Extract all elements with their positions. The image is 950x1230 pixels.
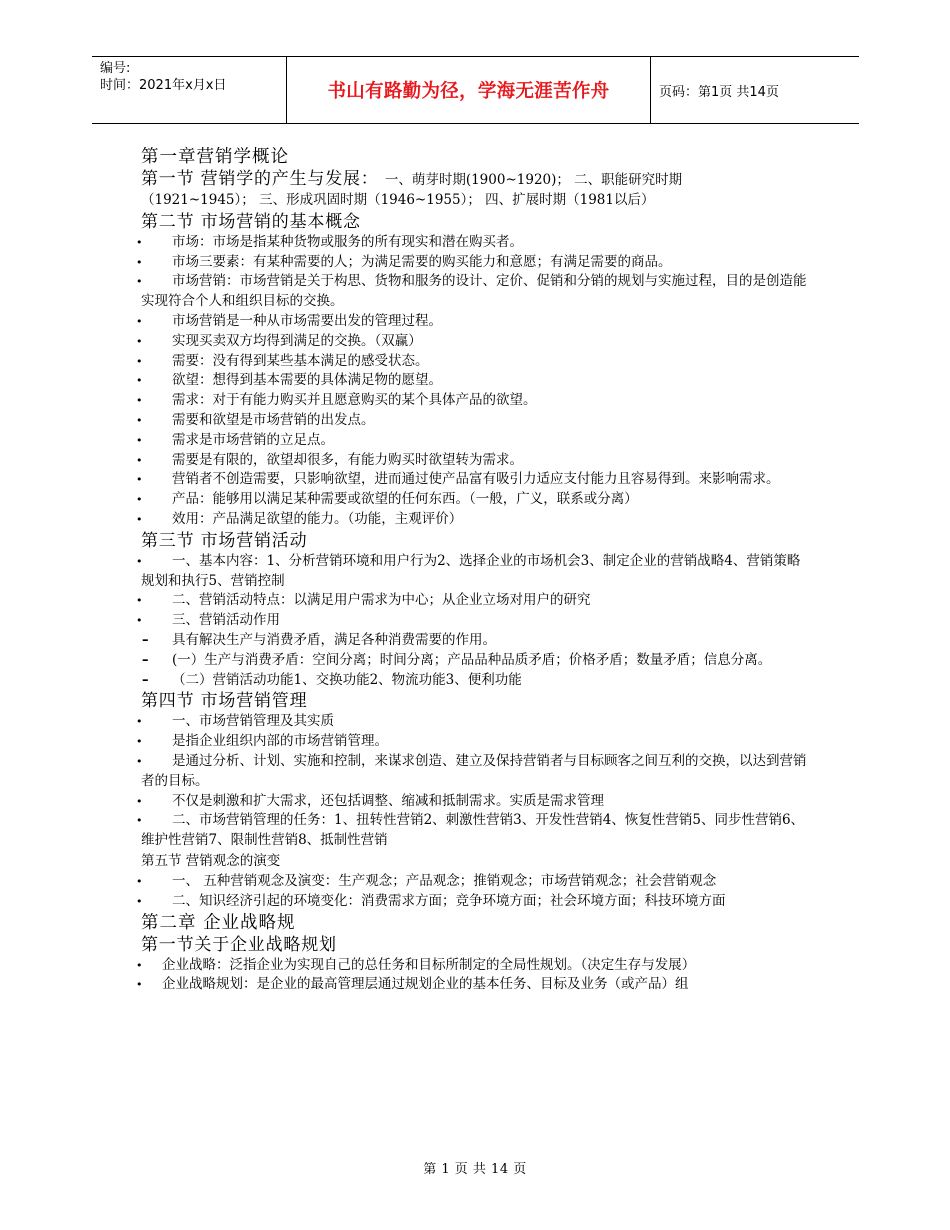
dash-list-item <box>141 651 811 671</box>
bullet-list-item <box>136 892 811 912</box>
section-3-heading: 第三节 市场营销活动 <box>141 530 308 551</box>
list-item-text: 一、 五种营销观念及演变：生产观念；产品观念；推销观念；市场营销观念；社会营销观念 <box>172 872 717 889</box>
bullet-list-item <box>136 956 811 976</box>
dash-list-item <box>141 631 811 651</box>
bullet-list-item <box>136 352 811 372</box>
bullet-list-item <box>136 451 811 471</box>
bullet-marker: • <box>136 958 143 972</box>
bullet-list-item <box>136 233 811 253</box>
bullet-list-item <box>136 811 811 851</box>
section-1-text-a: 一、萌芽时期(1900~1920)； 二、职能研究时期 <box>384 172 683 188</box>
bullet-list-item <box>136 611 811 631</box>
bullet-marker: • <box>136 334 143 348</box>
bullet-marker: • <box>136 433 143 447</box>
bullet-marker: • <box>136 754 143 768</box>
bullet-marker: • <box>136 814 143 828</box>
bullet-marker: • <box>136 394 143 408</box>
list-item-text: 二、知识经济引起的环境变化：消费需求方面；竞争环境方面；社会环境方面；科技环境方面 <box>172 892 726 909</box>
chapter-1-title: 第一章营销学概论 <box>141 147 289 167</box>
bullet-marker: • <box>136 894 143 908</box>
bullet-list-item <box>136 552 811 592</box>
bullet-marker: • <box>136 493 143 507</box>
section-3-dash-list <box>141 631 811 690</box>
bullet-list-item <box>136 872 811 892</box>
list-item-text: 市场营销：市场营销是关于构思、货物和服务的设计、定价、促销和分销的规划与实施过程，目的是创造能实现符合个人和组织目标的交换。 <box>141 273 807 310</box>
list-item-text: （二）营销活动功能1、交换功能2、物流功能3、便利功能 <box>172 671 522 688</box>
bullet-marker: • <box>136 735 143 749</box>
bullet-list-item <box>136 510 811 530</box>
bullet-list-item <box>136 732 811 752</box>
dash-marker: – <box>142 672 149 688</box>
bullet-marker: • <box>136 794 143 808</box>
bullet-list-item <box>136 431 811 451</box>
bullet-marker: • <box>136 413 143 427</box>
list-item-text: 企业战略：泛指企业为实现自己的总任务和目标所制定的全局性规划。（决定生存与发展） <box>162 956 696 973</box>
bullet-marker: • <box>136 512 143 526</box>
list-item-text: 需求是市场营销的立足点。 <box>172 431 334 448</box>
bullet-marker: • <box>136 715 143 729</box>
list-item-text: 不仅是刺激和扩大需求，还包括调整、缩减和抵制需求。实质是需求管理 <box>172 792 604 809</box>
page-label: 页码：第1页 共14页 <box>659 84 779 100</box>
document-header <box>92 56 859 124</box>
list-item-text: 一、基本内容：1、分析营销环境和用户行为2、选择企业的市场机会3、制定企业的营销战略4、营销策略规划和执行5、营销控制 <box>141 552 801 589</box>
list-item-text: 产品：能够用以满足某种需要或欲望的任何东西。（一般，广义，联系或分离） <box>172 491 638 508</box>
bullet-marker: • <box>136 874 143 888</box>
list-item-text: 二、市场营销管理的任务：1、扭转性营销2、刺激性营销3、开发性营销4、恢复性营销5、同步性营销6、维护性营销7、限制性营销8、抵制性营销 <box>141 812 805 849</box>
bullet-list-item <box>136 490 811 510</box>
list-item-text: (一）生产与消费矛盾：空间分离；时间分离；产品品种品质矛盾；价格矛盾；数量矛盾；信息分离。 <box>172 651 772 668</box>
header-right-cell <box>651 57 859 123</box>
section-1-heading <box>141 168 811 191</box>
section-4-heading: 第四节 市场营销管理 <box>141 691 308 712</box>
dash-marker: – <box>142 652 149 668</box>
page-footer: 第 1 页 共 14 页 <box>423 1162 527 1177</box>
list-item-text: 是指企业组织内部的市场营销管理。 <box>172 733 388 750</box>
bullet-marker: • <box>136 374 143 388</box>
list-item-text: 企业战略规划：是企业的最高管理层通过规划企业的基本任务、目标及业务（或产品）组 <box>162 976 689 993</box>
bullet-marker: • <box>136 453 143 467</box>
motto: 书山有路勤为径，学海无涯苦作舟 <box>327 81 610 102</box>
document-body <box>136 146 811 995</box>
bullet-marker: • <box>136 275 143 289</box>
bullet-marker: • <box>136 473 143 487</box>
list-item-text: 实现买卖双方均得到满足的交换。（双赢） <box>172 332 422 349</box>
section-1-text-b: （1921~1945）； 三、形成巩固时期（1946~1955）； 四、扩展时期（1981以后） <box>141 192 655 208</box>
list-item-text: 营销者不创造需要，只影响欲望，进而通过使产品富有吸引力适应支付能力且容易得到。来影响需求。 <box>172 471 780 488</box>
list-item-text: 三、营销活动作用 <box>172 612 280 629</box>
number-label: 编号: <box>100 61 131 76</box>
section-5-heading: 第五节 营销观念的演变 <box>141 852 281 869</box>
bullet-list-item <box>136 975 811 995</box>
bullet-list-item <box>136 332 811 352</box>
bullet-list-item <box>136 792 811 812</box>
bullet-marker: • <box>136 314 143 328</box>
chapter-2-title: 第二章 企业战略规 <box>141 912 296 933</box>
header-motto-cell <box>287 57 651 123</box>
bullet-list-item <box>136 312 811 332</box>
section-2-heading: 第二节 市场营销的基本概念 <box>141 211 361 232</box>
section-2-list <box>136 233 811 530</box>
list-item-text: 需求：对于有能力购买并且愿意购买的某个具体产品的欲望。 <box>172 392 537 409</box>
list-item-text: 需要是有限的，欲望却很多，有能力购买时欲望转为需求。 <box>172 451 523 468</box>
bullet-list-item <box>136 391 811 411</box>
list-item-text: 具有解决生产与消费矛盾，满足各种消费需要的作用。 <box>172 631 496 648</box>
bullet-marker: • <box>136 978 143 992</box>
bullet-list-item <box>136 371 811 391</box>
header-left-cell <box>92 57 287 123</box>
section-1-title: 第一节 营销学的产生与发展： <box>141 169 379 189</box>
list-item-text: 二、营销活动特点：以满足用户需求为中心；从企业立场对用户的研究 <box>172 592 591 609</box>
list-item-text: 市场：市场是指某种货物或服务的所有现实和潜在购买者。 <box>172 233 523 250</box>
list-item-text: 是通过分析、计划、实施和控制，来谋求创造、建立及保持营销者与目标顾客之间互利的交换，以达到营销者的目标。 <box>141 752 807 789</box>
chapter-2-section-1-list <box>136 956 811 996</box>
bullet-list-item <box>136 272 811 312</box>
bullet-list-item <box>136 411 811 431</box>
bullet-marker: • <box>136 614 143 628</box>
time-label: 时间：2021年x月x日 <box>100 78 227 93</box>
chapter-2-section-1-heading: 第一节关于企业战略规划 <box>141 934 337 955</box>
bullet-list-item <box>136 470 811 490</box>
bullet-list-item <box>136 752 811 792</box>
list-item-text: 欲望：想得到基本需要的具体满足物的愿望。 <box>172 372 442 389</box>
dash-marker: – <box>142 632 149 648</box>
list-item-text: 一、市场营销管理及其实质 <box>172 713 334 730</box>
section-3-list <box>136 552 811 631</box>
bullet-list-item <box>136 253 811 273</box>
list-item-text: 需要：没有得到某些基本满足的感受状态。 <box>172 352 429 369</box>
bullet-marker: • <box>136 554 143 568</box>
section-4-list <box>136 712 811 851</box>
list-item-text: 市场三要素：有某种需要的人；为满足需要的购买能力和意愿；有满足需要的商品。 <box>172 253 672 270</box>
dash-list-item <box>141 671 811 691</box>
list-item-text: 效用：产品满足欲望的能力。（功能，主观评价） <box>172 510 463 527</box>
bullet-marker: • <box>136 354 143 368</box>
list-item-text: 市场营销是一种从市场需要出发的管理过程。 <box>172 312 442 329</box>
bullet-list-item <box>136 712 811 732</box>
bullet-marker: • <box>136 255 143 269</box>
bullet-marker: • <box>136 235 143 249</box>
section-5-list <box>136 872 811 912</box>
list-item-text: 需要和欲望是市场营销的出发点。 <box>172 411 375 428</box>
bullet-marker: • <box>136 594 143 608</box>
bullet-list-item <box>136 591 811 611</box>
